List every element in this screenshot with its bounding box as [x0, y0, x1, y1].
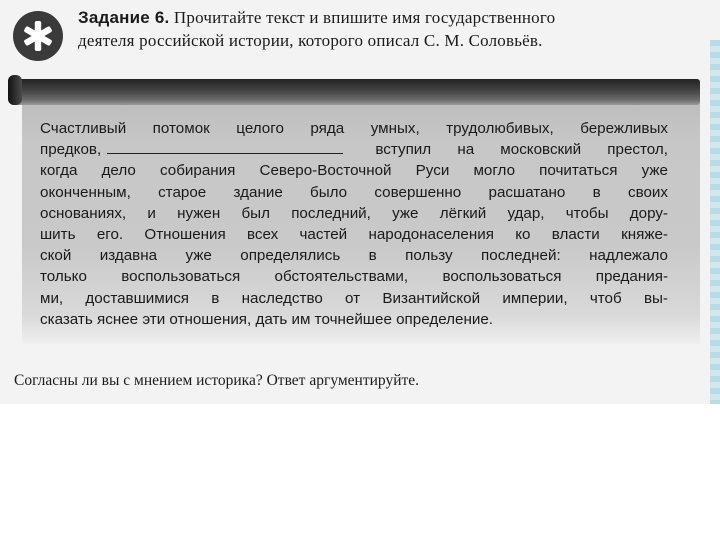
discussion-question: Согласны ли вы с мнением историка? Ответ аргументируйте.	[14, 372, 420, 389]
quote-line: ской издавна уже определялись в пользу последней: надлежало	[40, 247, 668, 265]
task-instruction-line1: Прочитайте текст и впишите имя государственного	[173, 8, 556, 27]
quote-line: оконченным, старое здание было совершенно расшатано в своих	[40, 183, 668, 201]
quote-text: предков,	[40, 141, 102, 159]
quote-line: сказать яснее эти отношения, дать им точнейшее определение.	[40, 310, 493, 328]
task-header	[78, 6, 698, 52]
quote-line: ми, доставшимися в наследство от Византийской империи, чтоб вы-	[40, 289, 668, 307]
scroll-roll-end	[8, 75, 22, 105]
quote-line: только воспользоваться обстоятельствами, воспользоваться предания-	[40, 268, 668, 286]
task-instruction-line2: деятеля российской истории, которого описал С. М. Соловьёв.	[78, 31, 543, 50]
quote-line: шить его. Отношения всех частей народонаселения ко власти княже-	[40, 226, 668, 244]
asterisk-star-icon	[13, 11, 63, 61]
historian-quote	[40, 118, 668, 330]
quote-line: Счастливый потомок целого ряда умных, трудолюбивых, бережливых	[40, 120, 668, 137]
answer-blank[interactable]	[107, 139, 343, 154]
quote-line: основаниях, и нужен был последний, уже лёгкий удар, чтобы дору-	[40, 204, 668, 222]
quote-line: когда дело собирания Северо-Восточной Руси могло почитаться уже	[40, 162, 668, 180]
page-edge-strip	[710, 40, 720, 404]
quote-line	[40, 139, 668, 160]
task-header-line1	[78, 6, 698, 29]
task-number: Задание 6.	[78, 8, 170, 27]
quote-text: вступил на московский престол,	[375, 141, 668, 159]
scroll-roll	[12, 79, 700, 105]
